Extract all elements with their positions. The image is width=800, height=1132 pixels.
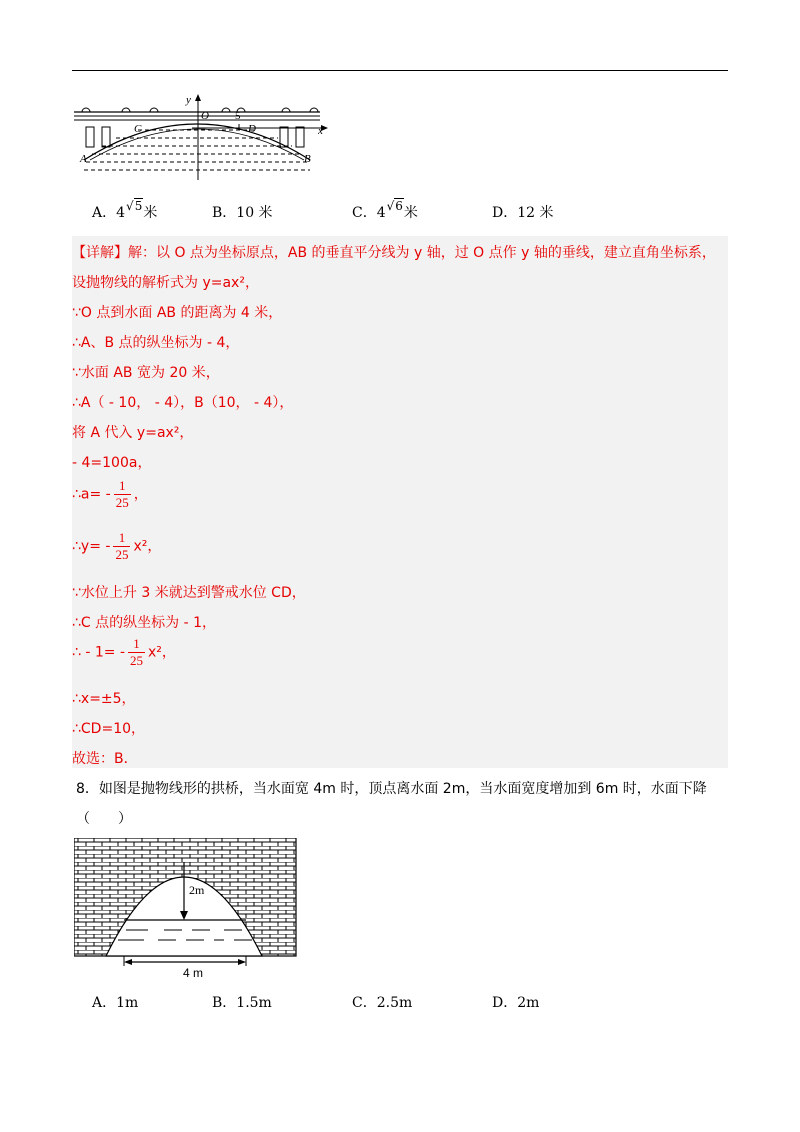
bridge-parabola-figure xyxy=(72,94,342,180)
fraction: $\frac{1}{25}$ xyxy=(130,636,143,668)
b-label: B xyxy=(304,153,311,165)
d-label: D xyxy=(248,123,256,135)
answer-line-6: ∴A（ - 10， - 4），B（10， - 4）， xyxy=(72,395,294,411)
fraction: $\frac{1}{25}$ xyxy=(115,530,129,562)
answer-line-7: 将 A 代入 y=ax²， xyxy=(72,425,194,441)
arch-bridge-figure xyxy=(74,838,300,970)
a-label: A xyxy=(80,153,87,165)
answer-line-16: 故选：B． xyxy=(72,751,138,767)
answer-line-8: - 4=100a， xyxy=(72,455,152,471)
q8-choice-a[interactable]: A．1m xyxy=(92,995,139,1011)
answer-line-2: 设抛物线的解析式为 y=ax²， xyxy=(72,275,259,291)
answer-line-11: ∵水位上升 3 米就达到警戒水位 CD， xyxy=(72,585,306,601)
answer-explanation xyxy=(72,236,728,768)
detail-tag: 【详解】 xyxy=(72,245,128,261)
fraction: $\frac{1}{25}$ xyxy=(115,478,129,510)
answer-line-13: ∴ - 1= - $\frac{1}{25}$ x²， xyxy=(72,636,176,668)
width-label: 4 m xyxy=(183,966,204,980)
y-label: y xyxy=(186,94,191,106)
q8-choice-d[interactable]: D．2m xyxy=(492,995,540,1011)
q8-paren: （ ） xyxy=(76,811,132,827)
answer-line-10: ∴y= - $\frac{1}{25}$ x²， xyxy=(72,530,162,562)
answer-line-15: ∴CD=10， xyxy=(72,721,146,737)
choice-d[interactable]: D．12 米 xyxy=(492,205,554,221)
answer-line-5: ∵水面 AB 宽为 20 米， xyxy=(72,365,220,381)
height-label: 2m xyxy=(189,883,205,897)
origin-label: O xyxy=(201,110,209,122)
choice-c[interactable]: C．4√6米 xyxy=(352,199,418,221)
q8-choice-b[interactable]: B．1.5m xyxy=(212,995,272,1011)
answer-line-4: ∴A、B 点的纵坐标为 - 4， xyxy=(72,335,240,351)
q8-question: 8．如图是抛物线形的拱桥，当水面宽 4m 时，顶点离水面 2m，当水面宽度增加到 6m 时，水面下降 xyxy=(76,781,707,797)
choice-a[interactable]: A．4√5米 xyxy=(92,199,158,221)
answer-line-9: ∴a= - $\frac{1}{25}$ ， xyxy=(72,478,148,510)
answer-line-14: ∴x=±5， xyxy=(72,691,136,707)
choice-b[interactable]: B．10 米 xyxy=(212,205,273,221)
five-label: 5 xyxy=(235,110,241,122)
q8-choice-c[interactable]: C．2.5m xyxy=(352,995,413,1011)
answer-line-1: 【详解】解：以 O 点为坐标原点，AB 的垂直平分线为 y 轴，过 O 点作 y 轴的垂线，建立直角坐标系， xyxy=(72,245,716,261)
answer-line-12: ∴C 点的纵坐标为 - 1， xyxy=(72,615,216,631)
c-label: C xyxy=(134,123,142,135)
x-label: x xyxy=(318,125,323,137)
answer-line-3: ∵O 点到水面 AB 的距离为 4 米， xyxy=(72,305,283,321)
header-rule xyxy=(72,70,728,71)
